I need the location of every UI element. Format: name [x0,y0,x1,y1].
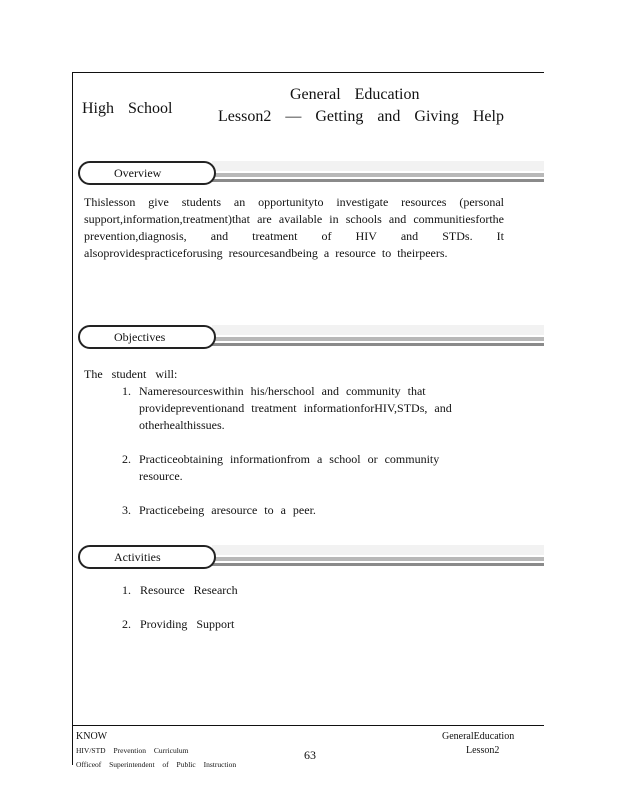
objective-text: Nameresourceswithin his/herschool and community that providepreventionand treatment informationforHIV,STDs, and otherhealthissues. [139,384,452,432]
overview-text: Thislesson give students an opportunityto investigate resources (personal support,information,treatment)that are available in schools and communitiesforthe prevention,diagnosis, and treatment of HIV and STDs. It alsoprovidespracticeforusing resourcesandbeing a resource to theirpeers. [84,195,504,260]
objectives-label: Objectives [114,330,166,344]
objective-number: 3. [122,503,131,517]
overview-section-header [78,161,544,187]
section-rule [212,173,544,187]
section-rule [212,337,544,351]
activity-item [122,617,234,632]
activities-label: Activities [114,550,161,564]
activity-item [122,583,238,598]
page-number: 63 [304,748,316,762]
objectives-section-header [78,325,544,351]
section-rule [212,557,544,571]
footer-office: Officeof Superintendent of Public Instruction [76,760,237,769]
footer-lesson: Lesson2 [466,745,500,756]
overview-pill [78,161,216,185]
footer-rule [72,725,544,726]
activities-pill [78,545,216,569]
objective-number: 1. [122,384,131,398]
course-title: General Education [290,86,420,103]
objective-number: 2. [122,452,131,466]
activities-section-header [78,545,544,571]
lesson-title: Lesson2 — Getting and Giving Help [218,108,504,125]
activity-number: 1. [122,583,131,597]
objective-text: Practicebeing aresource to a peer. [139,503,316,517]
objective-text: Practiceobtaining informationfrom a school or community resource. [139,452,440,483]
footer-course: GeneralEducation [442,731,515,742]
footer-curriculum: HIV/STD Prevention Curriculum [76,746,189,755]
activity-text: Resource Research [140,583,238,597]
objectives-intro: The student will: [84,367,178,381]
activity-number: 2. [122,617,131,631]
footer-left [76,730,236,772]
objectives-pill [78,325,216,349]
overview-label: Overview [114,166,162,180]
school-level: High School [82,100,173,117]
footer-right [442,730,514,758]
footer-know: KNOW [76,731,108,742]
activity-text: Providing Support [140,617,235,631]
